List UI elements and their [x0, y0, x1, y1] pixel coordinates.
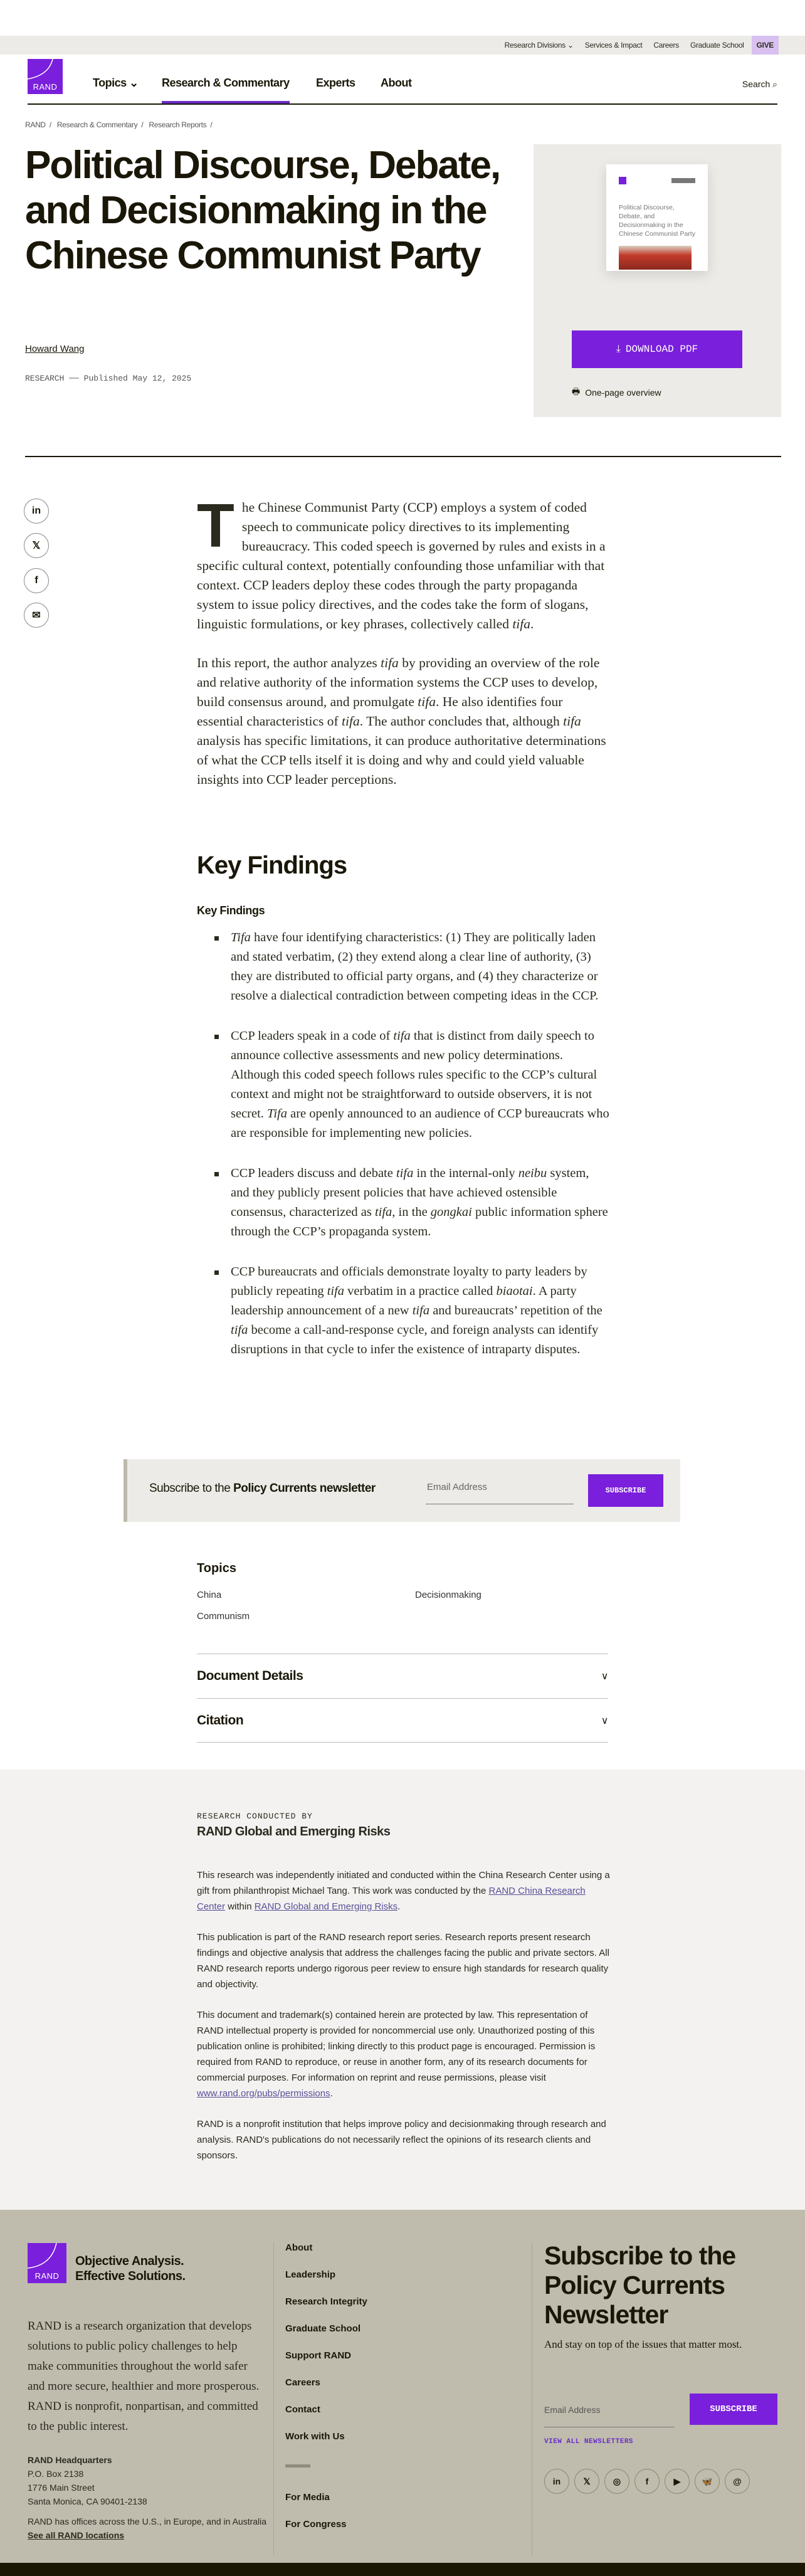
linkedin-icon: in — [31, 505, 41, 516]
share-email-button[interactable] — [24, 603, 49, 628]
footer-divider — [273, 2242, 274, 2556]
site-footer — [0, 2210, 805, 2563]
utility-graduate-school[interactable]: Graduate School — [690, 41, 744, 50]
newsletter-band-label: Subscribe to the Policy Currents newsletter — [149, 1482, 376, 1495]
published-date: Published May 12, 2025 — [83, 374, 192, 383]
instagram-icon[interactable]: ◎ — [604, 2469, 629, 2494]
breadcrumb-research[interactable]: Research & Commentary — [56, 120, 138, 129]
search-icon: ⌕ — [772, 79, 777, 89]
finding-item: CCP leaders discuss and debate tifa in the internal-only neibu system, and they publicly present policies that have achieved ostensible consensus, characterized as tifa, in the gongkai public information sphere through the CCP’s propaganda system. — [197, 1164, 611, 1242]
search-button[interactable] — [742, 79, 777, 90]
footer-link-support[interactable]: Support RAND — [285, 2350, 351, 2361]
nav-research-commentary[interactable]: Research & Commentary — [162, 77, 290, 103]
topic-communism[interactable]: Communism — [197, 1611, 250, 1622]
footer-link-research-integrity[interactable]: Research Integrity — [285, 2296, 367, 2307]
footer-newsletter — [544, 2241, 782, 2486]
cover-logo — [619, 177, 626, 184]
research-conducted-section — [0, 1770, 805, 2210]
utility-careers[interactable]: Careers — [653, 41, 679, 50]
give-button[interactable]: GIVE — [752, 36, 779, 55]
footer-link-congress[interactable]: For Congress — [285, 2519, 347, 2530]
download-icon: ⤓ — [616, 344, 621, 355]
finding-item: CCP leaders speak in a code of tifa that is distinct from daily speech to announce collective assessments and new policy determinations. Although this coded speech follows rules specific to the CCP’s cultural context and might not be straightforward to outside observers, it is not secret. Tifa are openly announced to an audience of CCP bureaucrats who are responsible for implementing new policies. — [197, 1027, 611, 1143]
print-icon: 🖶 — [572, 386, 581, 396]
footer-link-careers[interactable]: Careers — [285, 2377, 320, 2388]
download-panel — [534, 144, 781, 417]
footer-subscribe-button[interactable]: SUBSCRIBE — [690, 2394, 777, 2425]
share-linkedin-button[interactable] — [24, 499, 49, 524]
rand-logo[interactable]: RAND — [28, 59, 63, 94]
breadcrumb-reports[interactable]: Research Reports — [149, 120, 207, 129]
see-all-locations-link[interactable]: See all RAND locations — [28, 2530, 125, 2540]
disclaimer-paragraph: RAND is a nonprofit institution that helps improve policy and decisionmaking through research and analysis. RAND's publications do not necessarily reflect the opinions of its research clients and sponsors. — [197, 2119, 606, 2161]
topic-decisionmaking[interactable]: Decisionmaking — [415, 1590, 481, 1600]
key-findings-subheading: Key Findings — [197, 904, 265, 917]
cover-title: Political Discourse, Debate, and Decisionmaking in the Chinese Communist Party — [619, 204, 695, 238]
bluesky-icon[interactable]: 🦋 — [695, 2469, 720, 2494]
footer-address: RAND Headquarters P.O. Box 2138 1776 Main Street Santa Monica, CA 90401-2138 RAND has offices across the U.S., in Europe, and in Australia See all RAND locations — [28, 2455, 267, 2540]
one-page-label: One-page overview — [585, 388, 661, 398]
global-emerging-risks-link[interactable]: RAND Global and Emerging Risks — [254, 1901, 398, 1912]
share-facebook-button[interactable] — [24, 568, 49, 593]
footer-newsletter-title: Subscribe to the Policy Currents Newsletter — [544, 2241, 736, 2329]
intro-paragraph: The Chinese Communist Party (CCP) employs a system of coded speech to communicate policy directives to its implementing bureaucracy. This coded speech is governed by rules and exists in a specific cultural context, potentially confounding those unfamiliar with that context. CCP leaders deploy these codes through the party propaganda system to issue policy directives, and the codes take the form of slogans, linguistic formulations, or key phrases, collectively called tifa. — [197, 491, 606, 631]
newsletter-band — [124, 1459, 680, 1522]
research-division: RAND Global and Emerging Risks — [197, 1825, 391, 1839]
finding-item: Tifa have four identifying characteristics: (1) They are politically laden and stated verbatim, (2) they extend along a clear line of authority, (3) they are distributed to official party organs, and (4) they characterize or resolve a dialectical contradiction between competing ideas in the CCP. — [197, 928, 611, 1006]
nav-about[interactable]: About — [381, 77, 412, 89]
footer-links — [285, 2242, 367, 2546]
research-conducted-label: RESEARCH CONDUCTED BY — [197, 1812, 313, 1821]
x-icon[interactable]: 𝕏 — [574, 2469, 599, 2494]
facebook-icon[interactable]: f — [634, 2469, 660, 2494]
series-paragraph: This publication is part of the RAND research report series. Research reports present research findings and objective analysis that address the challenges facing the public and private sectors. All RAND research reports undergo rigorous peer review to ensure high standards for research quality and objectivity. — [197, 1932, 609, 1990]
cover-image — [619, 246, 692, 270]
funding-paragraph: This research was independently initiated and conducted within the China Research Center using a gift from philanthropist Michael Tang. This work was conducted by the RAND China Research Center within RAND Global and Emerging Risks. — [197, 1870, 610, 1912]
footer-spacer — [285, 2464, 367, 2492]
breadcrumb-rand[interactable]: RAND — [25, 120, 46, 129]
footer-description: RAND is a research organization that develops solutions to public policy challenges to help make communities throughout the world safer and more secure, healthier and more prosperous. RAND is nonprofit, nonpartisan, and committed to the public interest. — [28, 2320, 260, 2433]
chevron-down-icon: ∨ — [601, 1715, 608, 1726]
one-page-overview-link[interactable] — [572, 385, 661, 400]
footer-newsletter-desc: And stay on top of the issues that matter most. — [544, 2338, 742, 2350]
footer-link-about[interactable]: About — [285, 2242, 313, 2253]
page-title: Political Discourse, Debate, and Decisionmaking in the Chinese Communist Party — [25, 144, 500, 277]
author-link[interactable]: Howard Wang — [25, 344, 85, 354]
threads-icon[interactable]: @ — [725, 2469, 750, 2494]
youtube-icon[interactable]: ▶ — [665, 2469, 690, 2494]
footer-link-media[interactable]: For Media — [285, 2492, 330, 2503]
newsletter-subscribe-button[interactable]: SUBSCRIBE — [588, 1474, 663, 1507]
finding-item: CCP bureaucrats and officials demonstrate loyalty to party leaders by publicly repeating tifa verbatim in a practice called biaotai. A party leadership announcement of a new tifa and bureaucrats’ repetition of the tifa become a call-and-response cycle, and foreign analysts can identify disruptions in that cycle to infer the existence of intraparty disputes. — [197, 1262, 611, 1359]
cover-badge — [671, 178, 695, 183]
newsletter-email-input[interactable]: Email Address — [426, 1477, 574, 1504]
china-research-center-link[interactable]: RAND China Research Center — [197, 1886, 586, 1912]
topic-china[interactable]: China — [197, 1590, 222, 1600]
nav-topics[interactable]: Topics ⌄ — [93, 77, 139, 89]
report-cover[interactable] — [606, 164, 708, 271]
drop-cap: T — [197, 491, 234, 560]
utility-bar — [0, 36, 805, 55]
nav-experts[interactable]: Experts — [316, 77, 355, 89]
footer-link-graduate-school[interactable]: Graduate School — [285, 2323, 361, 2334]
footer-tagline: Objective Analysis. Effective Solutions. — [75, 2254, 186, 2283]
facebook-icon: f — [34, 575, 38, 586]
view-all-newsletters-link[interactable]: VIEW ALL NEWSLETTERS — [544, 2438, 634, 2446]
chevron-down-icon: ∨ — [601, 1671, 608, 1682]
footer-link-leadership[interactable]: Leadership — [285, 2269, 336, 2280]
share-x-button[interactable] — [24, 533, 49, 558]
content-type: RESEARCH — [25, 374, 65, 383]
footer-email-input[interactable]: Email Address — [544, 2396, 675, 2427]
x-icon: 𝕏 — [32, 541, 41, 551]
footer-rand-logo[interactable]: RAND — [28, 2243, 66, 2283]
linkedin-icon[interactable]: in — [544, 2469, 569, 2494]
accordion-document-details[interactable]: Document Details ∨ — [197, 1654, 608, 1698]
accordion-citation[interactable]: Citation ∨ — [197, 1698, 608, 1743]
key-findings-list — [197, 928, 611, 1380]
topics-heading: Topics — [197, 1561, 236, 1575]
footer-bottom-bar — [0, 2563, 805, 2576]
email-icon: ✉ — [32, 610, 41, 621]
article-body — [197, 491, 611, 809]
footer-link-work-with-us[interactable]: Work with Us — [285, 2431, 345, 2442]
permissions-paragraph: This document and trademark(s) contained herein are protected by law. This representation of RAND intellectual property is provided for noncommercial use only. Unauthorized posting of this publication online is prohibited; linking directly to this product page is encouraged. Permission is required from RAND to reproduce, or reuse in another form, any of its research documents for commercial purposes. For information on reprint and reuse permissions, please visit www.rand.org/pubs/permissions. — [197, 2010, 596, 2099]
key-findings-heading: Key Findings — [197, 852, 347, 879]
search-label: Search — [742, 79, 771, 89]
main-nav — [28, 59, 777, 105]
download-pdf-button[interactable] — [572, 330, 742, 368]
summary-paragraph: In this report, the author analyzes tifa by providing an overview of the role and relative authority of the information systems the CCP uses to develop, build consensus around, and promulgate tifa. He also identifies four essential characteristics of tifa. The author concludes that, although tifa analysis has specific limitations, it can produce authoritative determinations of what the CCP tells itself it is doing and why and could yield valuable insights into CCP leader perceptions. — [197, 655, 606, 787]
divider — [25, 456, 781, 457]
utility-services-impact[interactable]: Services & Impact — [584, 41, 643, 50]
permissions-link[interactable]: www.rand.org/pubs/permissions — [197, 2088, 330, 2099]
utility-research-divisions[interactable]: Research Divisions ⌄ — [504, 41, 574, 50]
footer-link-contact[interactable]: Contact — [285, 2404, 320, 2415]
breadcrumb: RAND / Research & Commentary / Research Reports / — [25, 120, 213, 129]
download-label: DOWNLOAD PDF — [625, 344, 698, 355]
publication-meta: RESEARCH ── Published May 12, 2025 — [25, 374, 192, 383]
